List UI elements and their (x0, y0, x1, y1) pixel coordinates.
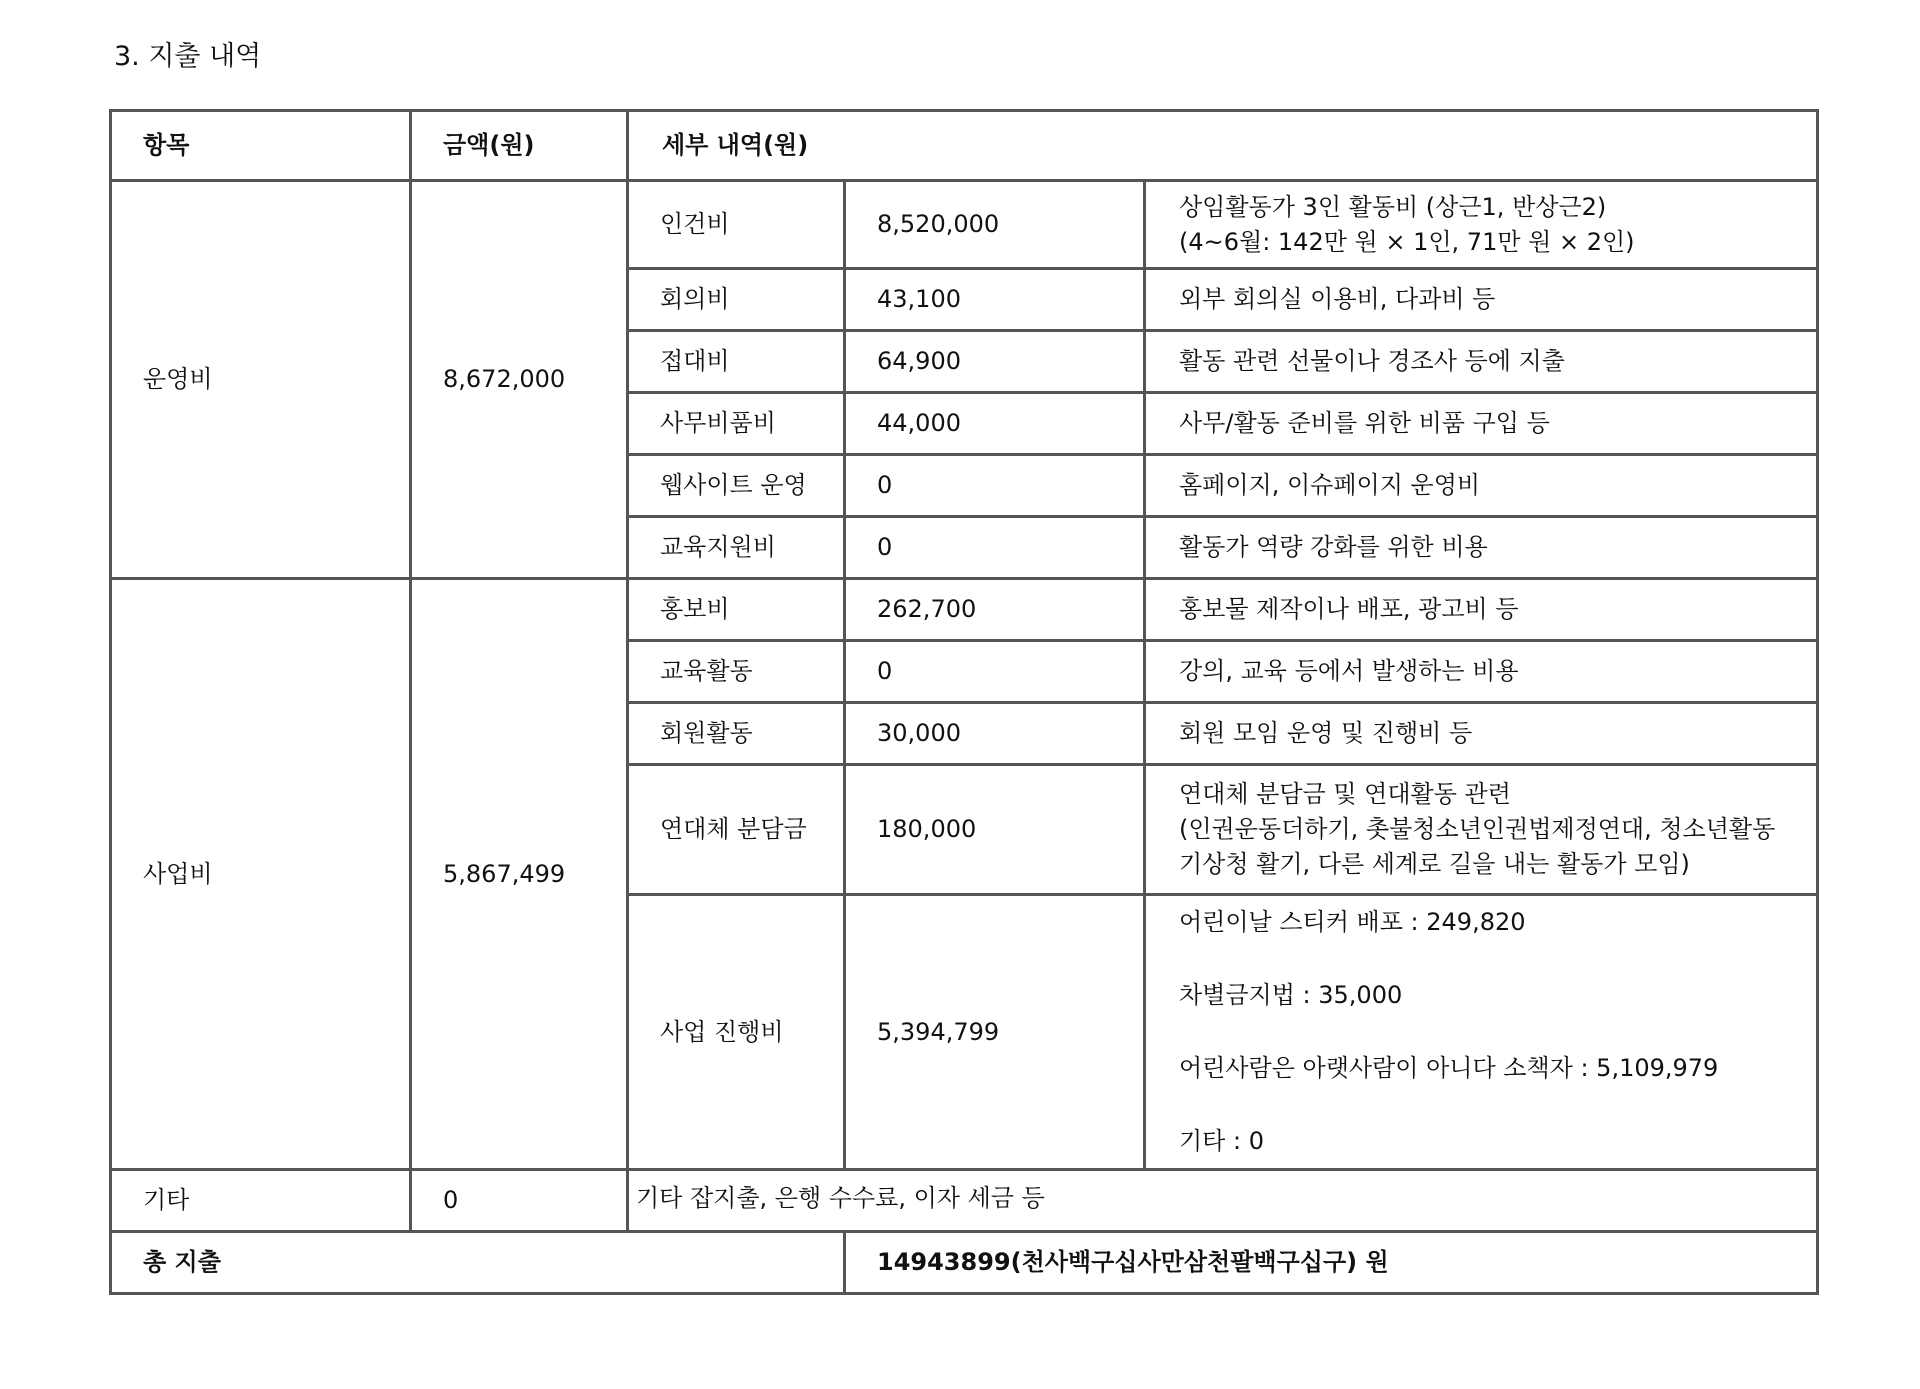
sub-item-amount: 180,000 (845, 765, 1145, 895)
desc-line: 어린이날 스티커 배포 : 249,820 (1179, 908, 1526, 937)
desc-line: 회원 모임 운영 및 진행비 등 (1179, 719, 1473, 748)
sub-item-amount: 0 (845, 455, 1145, 517)
sub-item-amount: 43,100 (845, 269, 1145, 331)
desc-line: 기상청 활기, 다른 세계로 길을 내는 활동가 모임) (1179, 849, 1690, 878)
desc-line: 사무/활동 준비를 위한 비품 구입 등 (1179, 409, 1550, 438)
project-label: 사업비 (111, 579, 411, 1170)
desc-line: 차별금지법 : 35,000 (1179, 981, 1403, 1010)
desc-line: 활동가 역량 강화를 위한 비용 (1179, 533, 1488, 562)
desc-line: (4~6월: 142만 원 × 1인, 71만 원 × 2인) (1179, 227, 1635, 256)
sub-item-desc (1145, 181, 1818, 269)
sub-item-amount: 64,900 (845, 331, 1145, 393)
header-row (111, 111, 1818, 181)
total-row (111, 1232, 1818, 1294)
sub-item-amount: 44,000 (845, 393, 1145, 455)
sub-item-desc (1145, 703, 1818, 765)
sub-item-name: 회의비 (628, 269, 845, 331)
sub-item-name: 접대비 (628, 331, 845, 393)
sub-item-desc (1145, 269, 1818, 331)
project-amount: 5,867,499 (411, 579, 628, 1170)
desc-line: 홈페이지, 이슈페이지 운영비 (1179, 471, 1481, 500)
sub-item-name: 교육지원비 (628, 517, 845, 579)
sub-item-name: 회원활동 (628, 703, 845, 765)
etc-desc: 기타 잡지출, 은행 수수료, 이자 세금 등 (628, 1170, 1818, 1232)
sub-item-name: 사업 진행비 (628, 895, 845, 1170)
desc-line: 강의, 교육 등에서 발생하는 비용 (1179, 657, 1519, 686)
sub-item-desc (1145, 895, 1818, 1170)
desc-line: (인권운동더하기, 촛불청소년인권법제정연대, 청소년활동 (1179, 815, 1776, 844)
header-item: 항목 (111, 111, 411, 181)
sub-item-desc (1145, 517, 1818, 579)
sub-item-desc (1145, 393, 1818, 455)
table-row (111, 181, 1818, 269)
total-value: 14943899(천사백구십사만삼천팔백구십구) 원 (845, 1232, 1818, 1294)
sub-item-desc (1145, 765, 1818, 895)
sub-item-name: 웹사이트 운영 (628, 455, 845, 517)
section-title: 3. 지출 내역 (114, 41, 262, 72)
table-row (111, 579, 1818, 641)
desc-line: 외부 회의실 이용비, 다과비 등 (1179, 285, 1496, 314)
sub-item-amount: 262,700 (845, 579, 1145, 641)
sub-item-amount: 8,520,000 (845, 181, 1145, 269)
desc-line: 연대체 분담금 및 연대활동 관련 (1179, 780, 1511, 809)
sub-item-amount: 0 (845, 517, 1145, 579)
header-amount: 금액(원) (411, 111, 628, 181)
desc-line: 홍보물 제작이나 배포, 광고비 등 (1179, 595, 1519, 624)
sub-item-amount: 0 (845, 641, 1145, 703)
sub-item-name: 사무비품비 (628, 393, 845, 455)
sub-item-amount: 5,394,799 (845, 895, 1145, 1170)
sub-item-desc (1145, 331, 1818, 393)
total-label: 총 지출 (111, 1232, 845, 1294)
desc-line: 어린사람은 아랫사람이 아니다 소책자 : 5,109,979 (1179, 1054, 1719, 1082)
operating-label: 운영비 (111, 181, 411, 579)
operating-amount: 8,672,000 (411, 181, 628, 579)
etc-amount: 0 (411, 1170, 628, 1232)
header-detail: 세부 내역(원) (628, 111, 1818, 181)
desc-line: 기타 : 0 (1179, 1126, 1264, 1155)
sub-item-desc (1145, 641, 1818, 703)
expense-table (109, 109, 1819, 1295)
sub-item-name: 교육활동 (628, 641, 845, 703)
sub-item-name: 연대체 분담금 (628, 765, 845, 895)
desc-line: 상임활동가 3인 활동비 (상근1, 반상근2) (1179, 192, 1607, 221)
etc-label: 기타 (111, 1170, 411, 1232)
sub-item-amount: 30,000 (845, 703, 1145, 765)
etc-row (111, 1170, 1818, 1232)
sub-item-desc (1145, 579, 1818, 641)
sub-item-desc (1145, 455, 1818, 517)
sub-item-name: 인건비 (628, 181, 845, 269)
sub-item-name: 홍보비 (628, 579, 845, 641)
desc-line: 활동 관련 선물이나 경조사 등에 지출 (1179, 347, 1565, 376)
